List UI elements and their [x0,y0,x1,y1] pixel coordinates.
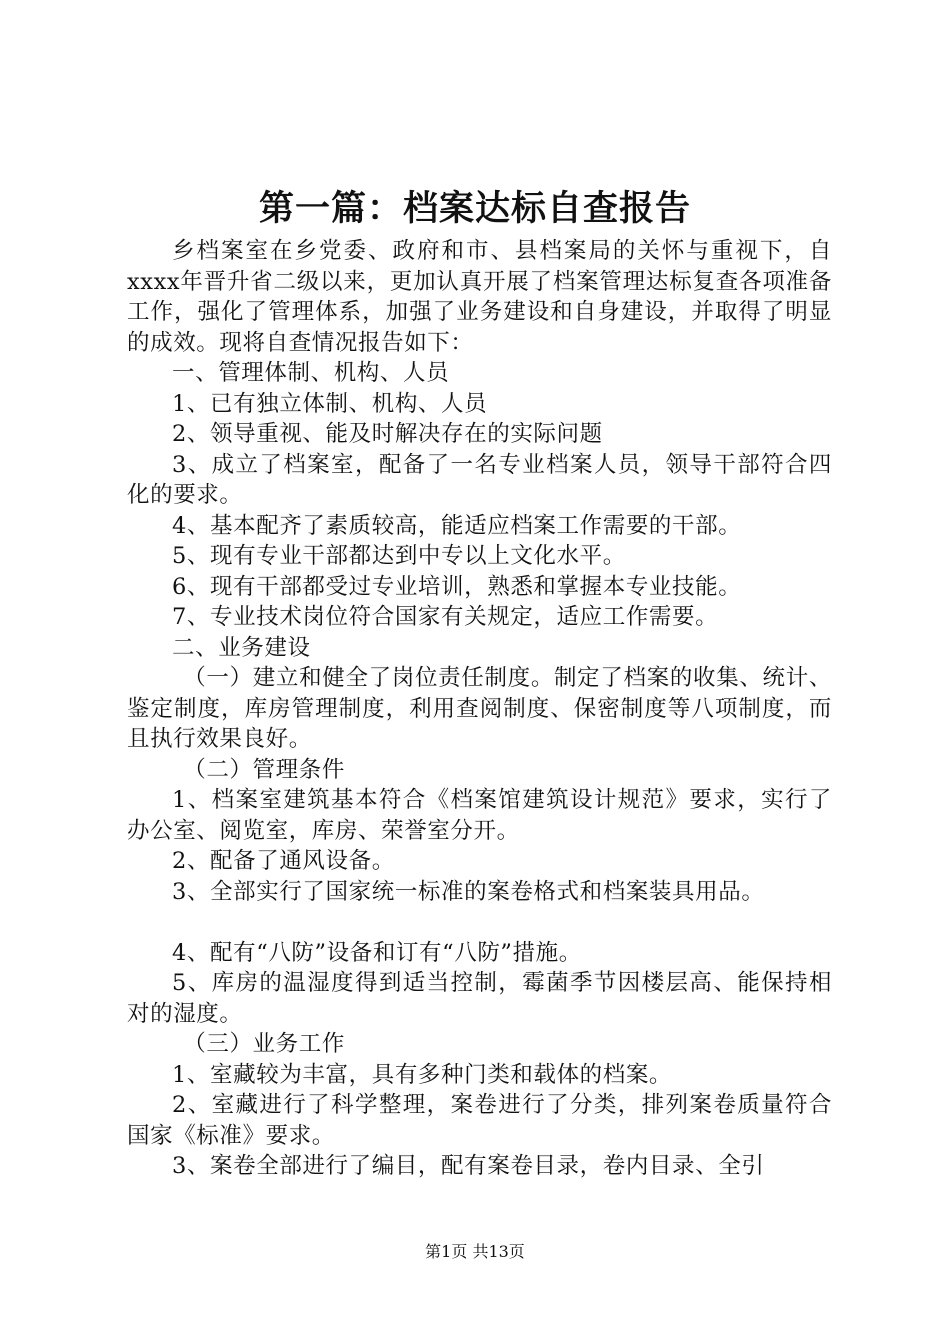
document-body [127,236,832,1182]
subsection-heading-conditions: （二）管理条件 [183,756,345,783]
list-item: 5、现有专业干部都达到中专以上文化水平。 [172,543,626,569]
subsection-paragraph: （一）建立和健全了岗位责任制度。制定了档案的收集、统计、鉴定制度，库房管理制度，利用查阅制度、保密制度等八项制度，而且执行效果良好。 [127,665,832,752]
list-item: 2、领导重视、能及时解决存在的实际问题 [172,421,603,447]
blank-line [127,907,832,938]
intro-paragraph: 乡档案室在乡党委、政府和市、县档案局的关怀与重视下，自xxxx年晋升省二级以来，更加认真开展了档案管理达标复查各项准备工作，强化了管理体系，加强了业务建设和自身建设，并取得了明显的成效。现将自查情况报告如下： [127,238,832,356]
list-item: 1、室藏较为丰富，具有多种门类和载体的档案。 [172,1061,673,1088]
list-item: 2、室藏进行了科学整理，案卷进行了分类，排列案卷质量符合国家《标准》要求。 [127,1092,832,1149]
list-item: 4、基本配齐了素质较高，能适应档案工作需要的干部。 [172,512,742,539]
list-item: 3、案卷全部进行了编目，配有案卷目录，卷内目录、全引 [172,1153,765,1179]
list-item: 7、专业技术岗位符合国家有关规定，适应工作需要。 [172,604,719,630]
page-number-footer: 第1页 共13页 [425,1242,525,1261]
list-item: 1、档案室建筑基本符合《档案馆建筑设计规范》要求，实行了办公室、阅览室，库房、荣誉室分开。 [127,787,832,844]
section-heading-business: 二、业务建设 [172,634,311,661]
list-item: 6、现有干部都受过专业培训，熟悉和掌握本专业技能。 [172,573,742,600]
list-item: 2、配备了通风设备。 [172,848,395,874]
list-item: 3、成立了档案室，配备了一名专业档案人员，领导干部符合四化的要求。 [127,451,832,508]
list-item: 4、配有“八防”设备和订有“八防”措施。 [172,939,582,966]
list-item: 3、全部实行了国家统一标准的案卷格式和档案装具用品。 [172,878,765,905]
list-item: 5、库房的温湿度得到适当控制，霉菌季节因楼层高、能保持相对的湿度。 [127,970,832,1027]
list-item: 1、已有独立体制、机构、人员 [172,390,488,417]
section-heading-management: 一、管理体制、机构、人员 [172,360,450,386]
document-title: 第一篇：档案达标自查报告 [258,189,691,229]
subsection-heading-work: （三）业务工作 [183,1031,345,1057]
